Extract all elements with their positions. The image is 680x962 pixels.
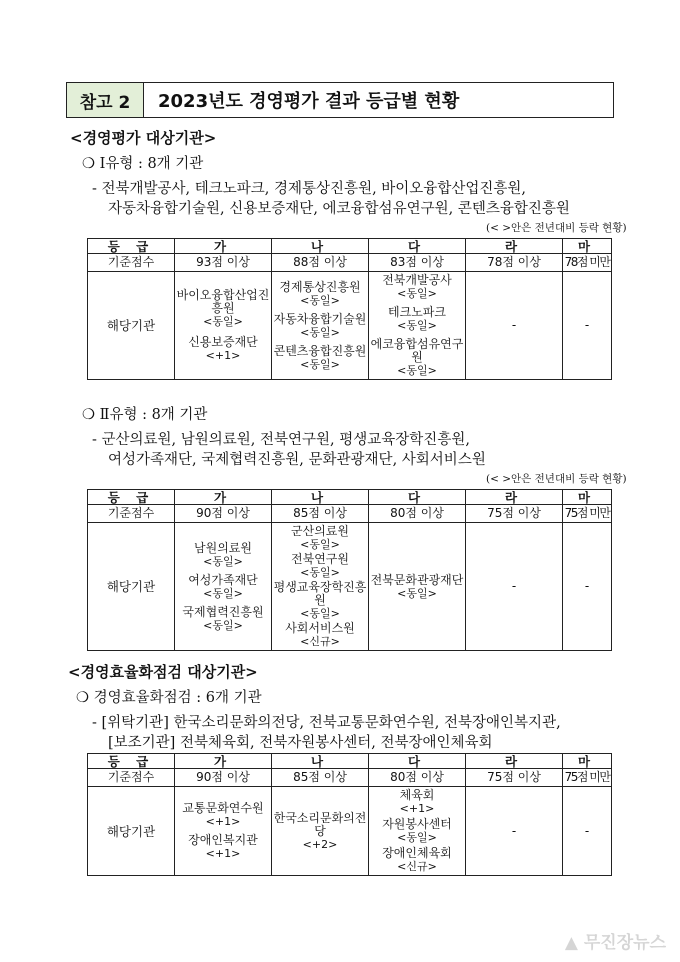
orgs-na xyxy=(272,787,369,876)
org-change: <동일> xyxy=(397,364,437,377)
efficiency-heading: ❍ 경영효율화점검 : 6개 기관 xyxy=(76,690,262,706)
orgs-na xyxy=(272,523,369,651)
org-name: 신용보증재단 xyxy=(188,335,258,349)
org-name: 평생교육장학진흥원 xyxy=(273,580,367,607)
grade-header-label: 등 급 xyxy=(88,754,175,769)
orgs-da xyxy=(369,272,466,380)
orgs-ga xyxy=(175,272,272,380)
type2-note: (< >안은 전년대비 등락 현황) xyxy=(486,473,627,485)
grade-na: 나 xyxy=(272,754,369,769)
page-title: 2023년도 경영평가 결과 등급별 현황 xyxy=(158,91,460,112)
org-change: <동일> xyxy=(300,538,340,551)
section-title-efficiency: <경영효율화점검 대상기관> xyxy=(68,663,258,681)
score-ga: 90점 이상 xyxy=(175,505,272,523)
score-ma: 75점 미만 xyxy=(563,505,612,523)
orgs-ga xyxy=(175,787,272,876)
orgs-ra: - xyxy=(466,787,563,876)
org-change: <+1> xyxy=(205,847,241,860)
reference-tag: 참고 2 xyxy=(67,83,144,117)
score-da: 80점 이상 xyxy=(369,505,466,523)
org-name: 사회서비스원 xyxy=(285,621,355,635)
grade-ra: 라 xyxy=(466,239,563,254)
org-change: <+1> xyxy=(205,815,241,828)
orgs-da xyxy=(369,787,466,876)
watermark-logo xyxy=(565,928,666,953)
org-change: <동일> xyxy=(300,566,340,579)
org-change: <신규> xyxy=(397,860,437,873)
org-name: 자원봉사센터 xyxy=(382,817,452,831)
org-name: 교통문화연수원 xyxy=(182,801,264,815)
org-change: <신규> xyxy=(300,635,340,648)
score-ma: 78점 미만 xyxy=(563,254,612,272)
grade-da: 다 xyxy=(369,239,466,254)
org-name: 콘텐츠융합진흥원 xyxy=(273,343,367,358)
org-change: <동일> xyxy=(300,293,340,307)
grade-da: 다 xyxy=(369,754,466,769)
org-name: 바이오융합산업진흥원 xyxy=(176,288,270,315)
org-change: <동일> xyxy=(203,315,243,328)
org-name: 테크노파크 xyxy=(388,305,446,319)
grade-da: 다 xyxy=(369,490,466,505)
score-ma: 75점 미만 xyxy=(563,769,612,787)
efficiency-list-line2: [보조기관] 전북체육회, 전북자원봉사센터, 전북장애인체육회 xyxy=(108,735,493,751)
score-label: 기준점수 xyxy=(88,254,175,272)
score-ga: 93점 이상 xyxy=(175,254,272,272)
score-label: 기준점수 xyxy=(88,505,175,523)
row-label: 해당기관 xyxy=(88,787,175,876)
grade-ra: 라 xyxy=(466,754,563,769)
org-name: 군산의료원 xyxy=(291,524,349,538)
orgs-ma: - xyxy=(563,523,612,651)
org-name: 전북개발공사 xyxy=(382,273,452,287)
orgs-ga xyxy=(175,523,272,651)
row-label: 해당기관 xyxy=(88,272,175,380)
orgs-ma: - xyxy=(563,787,612,876)
org-name: 경제통상진흥원 xyxy=(279,279,361,294)
org-change: <+1> xyxy=(205,349,241,362)
type1-heading: ❍ Ⅰ유형 : 8개 기관 xyxy=(82,156,204,172)
org-change: <동일> xyxy=(300,357,340,371)
type2-grade-table xyxy=(87,489,612,651)
org-change: <동일> xyxy=(203,618,243,632)
efficiency-list-line1: - [위탁기관] 한국소리문화의전당, 전북교통문화연수원, 전북장애인복지관, xyxy=(92,715,561,731)
org-change: <동일> xyxy=(300,325,340,339)
type2-list-line1: - 군산의료원, 남원의료원, 전북연구원, 평생교육장학진흥원, xyxy=(92,432,470,448)
score-na: 85점 이상 xyxy=(272,769,369,787)
grade-ga: 가 xyxy=(175,490,272,505)
type2-list-line2: 여성가족재단, 국제협력진흥원, 문화관광재단, 사회서비스원 xyxy=(108,452,486,468)
grade-ra: 라 xyxy=(466,490,563,505)
grade-header-label: 등 급 xyxy=(88,239,175,254)
org-change: <동일> xyxy=(300,607,340,620)
grade-ma: 마 xyxy=(563,239,612,254)
row-label: 해당기관 xyxy=(88,523,175,651)
orgs-ra: - xyxy=(466,272,563,380)
page-header xyxy=(66,82,614,118)
score-ra: 78점 이상 xyxy=(466,254,563,272)
score-na: 88점 이상 xyxy=(272,254,369,272)
type1-list-line1: - 전북개발공사, 테크노파크, 경제통상진흥원, 바이오융합산업진흥원, xyxy=(92,181,526,197)
orgs-ra: - xyxy=(466,523,563,651)
org-change: <동일> xyxy=(203,554,243,568)
type2-heading: ❍ Ⅱ유형 : 8개 기관 xyxy=(82,407,208,423)
orgs-ma: - xyxy=(563,272,612,380)
mountain-icon: ▲ xyxy=(564,933,578,953)
score-da: 80점 이상 xyxy=(369,769,466,787)
org-change: <동일> xyxy=(397,831,437,844)
score-ga: 90점 이상 xyxy=(175,769,272,787)
org-change: <동일> xyxy=(397,586,437,600)
org-name: 한국소리문화의전당 xyxy=(273,810,367,838)
grade-ga: 가 xyxy=(175,239,272,254)
org-name: 전북문화관광재단 xyxy=(370,572,464,587)
grade-ma: 마 xyxy=(563,754,612,769)
org-change: <동일> xyxy=(397,319,437,332)
type1-grade-table xyxy=(87,238,612,380)
watermark-text: 무진장뉴스 xyxy=(583,933,666,953)
grade-header-label: 등 급 xyxy=(88,490,175,505)
org-change: <+1> xyxy=(399,802,435,815)
grade-na: 나 xyxy=(272,490,369,505)
type1-note: (< >안은 전년대비 등락 현황) xyxy=(486,222,627,234)
score-ra: 75점 이상 xyxy=(466,769,563,787)
org-change: <동일> xyxy=(203,586,243,600)
orgs-da xyxy=(369,523,466,651)
orgs-na xyxy=(272,272,369,380)
org-name: 에코융합섬유연구원 xyxy=(370,337,464,364)
org-name: 전북연구원 xyxy=(291,552,349,566)
org-name: 장애인체육회 xyxy=(382,846,452,860)
score-ra: 75점 이상 xyxy=(466,505,563,523)
org-name: 국제협력진흥원 xyxy=(182,604,264,619)
org-name: 자동차융합기술원 xyxy=(273,311,367,326)
grade-ga: 가 xyxy=(175,754,272,769)
score-na: 85점 이상 xyxy=(272,505,369,523)
grade-ma: 마 xyxy=(563,490,612,505)
section-title-evaluation: <경영평가 대상기관> xyxy=(70,129,217,147)
org-name: 남원의료원 xyxy=(194,540,252,555)
score-da: 83점 이상 xyxy=(369,254,466,272)
org-name: 여성가족재단 xyxy=(188,572,258,587)
efficiency-grade-table xyxy=(87,753,612,876)
type1-list-line2: 자동차융합기술원, 신용보증재단, 에코융합섬유연구원, 콘텐츠융합진흥원 xyxy=(108,201,570,217)
org-name: 장애인복지관 xyxy=(188,833,258,847)
score-label: 기준점수 xyxy=(88,769,175,787)
org-change: <+2> xyxy=(302,837,338,851)
grade-na: 나 xyxy=(272,239,369,254)
org-change: <동일> xyxy=(397,287,437,300)
org-name: 체육회 xyxy=(399,788,435,802)
